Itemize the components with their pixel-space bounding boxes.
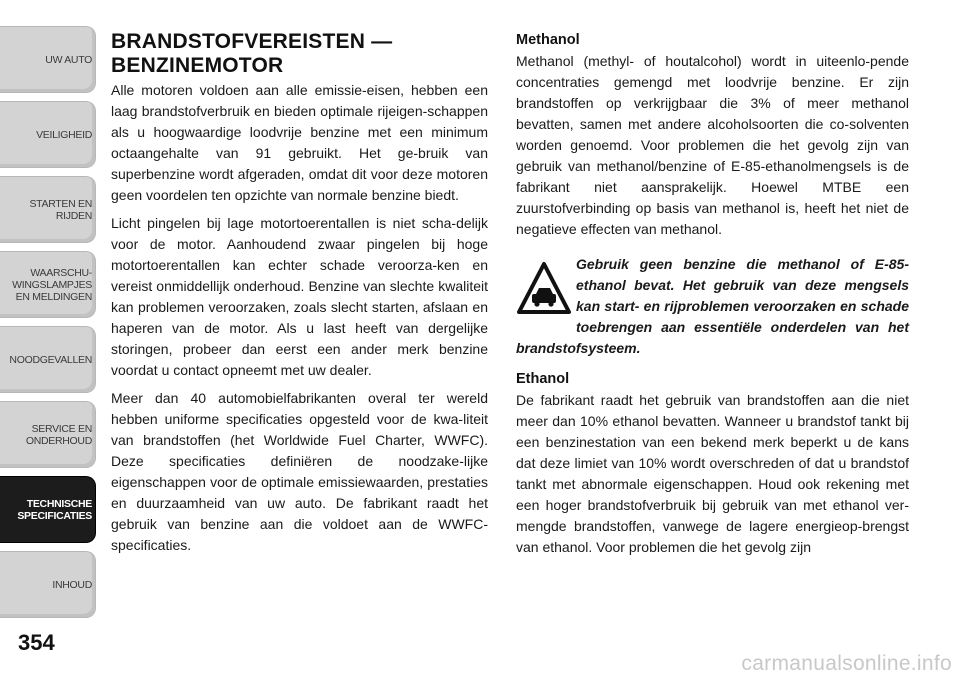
warning-car-icon [516,260,572,318]
tab-uw-auto[interactable]: UW AUTO [0,26,96,93]
tab-inhoud[interactable]: INHOUD [0,551,96,618]
warning-box [516,254,909,359]
tab-waarschuwingslampjes[interactable]: WAARSCHU- WINGSLAMPJES EN MELDINGEN [0,251,96,318]
tab-service-en-onderhoud[interactable]: SERVICE EN ONDERHOUD [0,401,96,468]
methanol-paragraph: Methanol (methyl- of houtalcohol) wordt in uiteenlo-pende concentraties gemengd met loodvrije benzine. Er zijn brandstoffen op verkrijgbaar die 3% of meer methanol bevatten, samen met andere alcoholsoorten die co-solventen worden genoemd. Voor problemen die het gevolg zijn van gebruik van methanol/benzine of E-85-ethanolmengsels is de fabrikant niet aansprakelijk. Hoewel MTBE een zuurstofverbinding op basis van methanol is, heeft het niet de negatieve effecten van methanol. [516,53,909,237]
left-column [111,30,488,563]
ethanol-paragraph: De fabrikant raadt het gebruik van brandstoffen aan die niet meer dan 10% ethanol bevatten. Wanneer u brandstof tankt bij een benzinestation van een bekend merk beperkt u de kans dat deze limiet van 10% wordt overschreden of dat u brandstof tankt met abnormale eigenschappen. Houd ook rekening met een hoger brandstofverbruik bij gebruik van met ethanol ver-mengde brandstoffen, vanwege de lagere energieop-brengst van ethanol. Voor problemen die het gevolg zijn [516,392,909,555]
paragraph-1: Alle motoren voldoen aan alle emissie-eisen, hebben een laag brandstofverbruik en bieden optimale rijeigen-schappen als u hoogwaardige loodvrije benzine met een minimum octaangehalte van 91 gebruikt. Het ge-bruik van superbenzine wordt afgeraden, omdat dit voor deze motoren geen voordelen ten opzichte van normale benzine biedt. [111,82,488,203]
section-heading: BRANDSTOFVEREISTEN — BENZINEMOTOR [111,30,393,77]
page-number: 354 [18,630,55,655]
tab-starten-en-rijden[interactable]: STARTEN EN RIJDEN [0,176,96,243]
paragraph-3: Meer dan 40 automobielfabrikanten overal ter wereld hebben uniforme specificaties opgesteld voor de kwa-liteit van brandstoffen (het Worldwide Fuel Charter, WWFC). Deze specificaties definiëren de noodzake-lijke eigenschappen voor de optimale emissiewaarden, prestaties en duurzaamheid van uw auto. De fabrikant raadt het gebruik van benzine aan die voldoet aan de WWFC-specificaties. [111,390,488,553]
tab-technische-specificaties[interactable]: TECHNISCHE SPECIFICATIES [0,476,96,543]
watermark: carmanualsonline.info [741,652,952,675]
right-column [516,30,909,565]
warning-text: Gebruik geen benzine die methanol of E-85-ethanol bevat. Het gebruik van deze mengsels kan start- en rijproblemen veroorzaken en schade toebrengen aan essentiële onderdelen van het brandstofsysteem. [516,256,909,356]
methanol-heading: Methanol [516,32,580,48]
tab-noodgevallen[interactable]: NOODGEVALLEN [0,326,96,393]
paragraph-2: Licht pingelen bij lage motortoerentallen is niet scha-delijk voor de motor. Aanhoudend zwaar pingelen bij hoge motortoerentallen kan echter schade veroorza-ken en vereist onmiddellijk onderhoud. Benzine van slechte kwaliteit kan problemen veroorzaken, zoals slecht starten, afslaan en haperen van de motor. Als u last heeft van dergelijke storingen, probeer dan eerst een ander merk benzine voordat u contact opneemt met uw dealer. [111,215,488,378]
ethanol-heading: Ethanol [516,371,570,387]
tab-veiligheid[interactable]: VEILIGHEID [0,101,96,168]
